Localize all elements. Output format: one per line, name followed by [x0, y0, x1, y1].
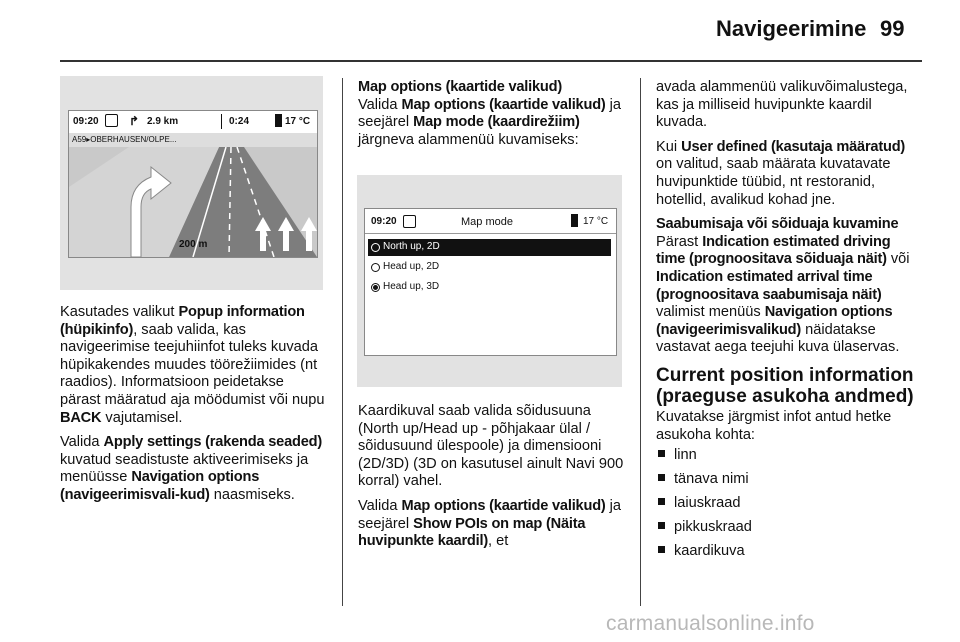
- bullet-list: [656, 447, 922, 562]
- list-item: laiuskraad: [656, 495, 922, 514]
- page-title: Navigeerimine: [716, 16, 867, 41]
- sub-heading: Saabumisaja või sõiduaja kuvamine: [656, 216, 899, 233]
- nav-eta: 0:24: [229, 116, 250, 127]
- nav-route-label: A59▸OBERHAUSEN/OLPE...: [72, 135, 177, 144]
- nav-time: 09:20: [73, 116, 99, 127]
- status-divider: [221, 114, 222, 129]
- nav-route-bar: [69, 133, 317, 147]
- paragraph: Pärast Indication estimated driving time (prognoositava sõiduaja näit) või Indication estimated arrival time (prognoositava saabumisaja näit) valimist menüüs Navigation options (navigeerimisvalikud) näidatakse vastavat aega teejuhi kuva ülaservas.: [656, 233, 910, 356]
- maneuver-distance: 200 m: [179, 239, 208, 250]
- fuel-icon: [571, 214, 578, 227]
- radio-checked-icon: [371, 283, 380, 292]
- navigation-screen-figure: [60, 76, 323, 290]
- radio-icon: [371, 243, 380, 252]
- mm-time: 09:20: [371, 216, 397, 227]
- fuel-icon: [275, 114, 282, 127]
- map-mode-option-head-up-3d[interactable]: Head up, 3D: [368, 279, 611, 296]
- list-item: kaardikuva: [656, 543, 922, 562]
- section-heading: Map options (kaartide valikud): [358, 79, 563, 95]
- compass-icon: [105, 114, 118, 127]
- watermark: carmanualsonline.info: [606, 612, 815, 635]
- navigation-display: [68, 110, 318, 258]
- paragraph: Kaardikuval saab valida sõidusuuna (North up/Head up - põhjakaar ülal / sõidusuund ülespoole) ja dimensiooni (2D/3D) (3D on kasutusel ainult Navi 900 korral) vahel.: [358, 403, 624, 490]
- column-2-bottom: [358, 403, 630, 558]
- bullet-icon: [658, 474, 665, 481]
- page-number: 99: [880, 16, 905, 41]
- radio-icon: [371, 263, 380, 272]
- nav-status-bar: [69, 111, 317, 134]
- paragraph: Kui User defined (kasutaja määratud) on valitud, saab määrata kuvatavate huvipunktide tüübid, nt restoranid, hotellid, avalikud kohad jne.: [656, 138, 906, 208]
- column-1: [60, 304, 328, 512]
- paragraph: avada alammenüü valikuvõimalustega, kas ja milliseid huvipunkte kaardil kuvada.: [656, 79, 908, 131]
- list-item: tänava nimi: [656, 471, 922, 490]
- compass-icon: [403, 215, 416, 228]
- mm-separator: [365, 233, 616, 234]
- bullet-icon: [658, 498, 665, 505]
- paragraph: Valida Map options (kaartide valikud) ja seejärel Show POIs on map (Näita huvipunkte kaardil), et: [358, 497, 621, 550]
- list-item: linn: [656, 447, 922, 466]
- bullet-icon: [658, 450, 665, 457]
- column-divider-1: [342, 78, 343, 606]
- header-rule: [60, 60, 922, 62]
- paragraph: Valida Apply settings (rakenda seaded) kuvatud seadistuste aktiveerimiseks ja menüüsse Navigation options (navigeerimisvali-kud) naasmiseks.: [60, 434, 322, 503]
- paragraph: Valida Map options (kaartide valikud) ja seejärel Map mode (kaardirežiim) järgneva alammenüü kuvamiseks:: [358, 96, 621, 148]
- section-heading: Current position information (praeguse asukoha andmed): [656, 364, 914, 407]
- turn-arrow-icon: ↱: [129, 114, 140, 128]
- nav-distance: 2.9 km: [147, 116, 179, 127]
- bullet-icon: [658, 522, 665, 529]
- map-mode-screen-figure: [357, 175, 622, 387]
- map-mode-display: [364, 208, 617, 356]
- map-mode-option-north-up-2d[interactable]: North up, 2D: [368, 239, 611, 256]
- nav-temperature: 17 °C: [285, 116, 311, 127]
- paragraph: Kuvatakse järgmist infot antud hetke asukoha kohta:: [656, 408, 892, 443]
- mm-title: Map mode: [461, 216, 513, 228]
- column-2-top: [358, 79, 628, 156]
- list-item: pikkuskraad: [656, 519, 922, 538]
- column-3: [656, 79, 922, 567]
- mm-temperature: 17 °C: [583, 216, 609, 227]
- bullet-icon: [658, 546, 665, 553]
- paragraph: Kasutades valikut Popup information (hüpikinfo), saab valida, kas navigeerimise teejuhiinfot tuleks kuvada hüpikakendes muudes töörežiimides (nt raadios). Informatsioon peidetakse pärast määratud aja möödumist või nupu BACK vajutamisel.: [60, 304, 325, 426]
- map-mode-option-head-up-2d[interactable]: Head up, 2D: [368, 259, 611, 276]
- column-divider-2: [640, 78, 641, 606]
